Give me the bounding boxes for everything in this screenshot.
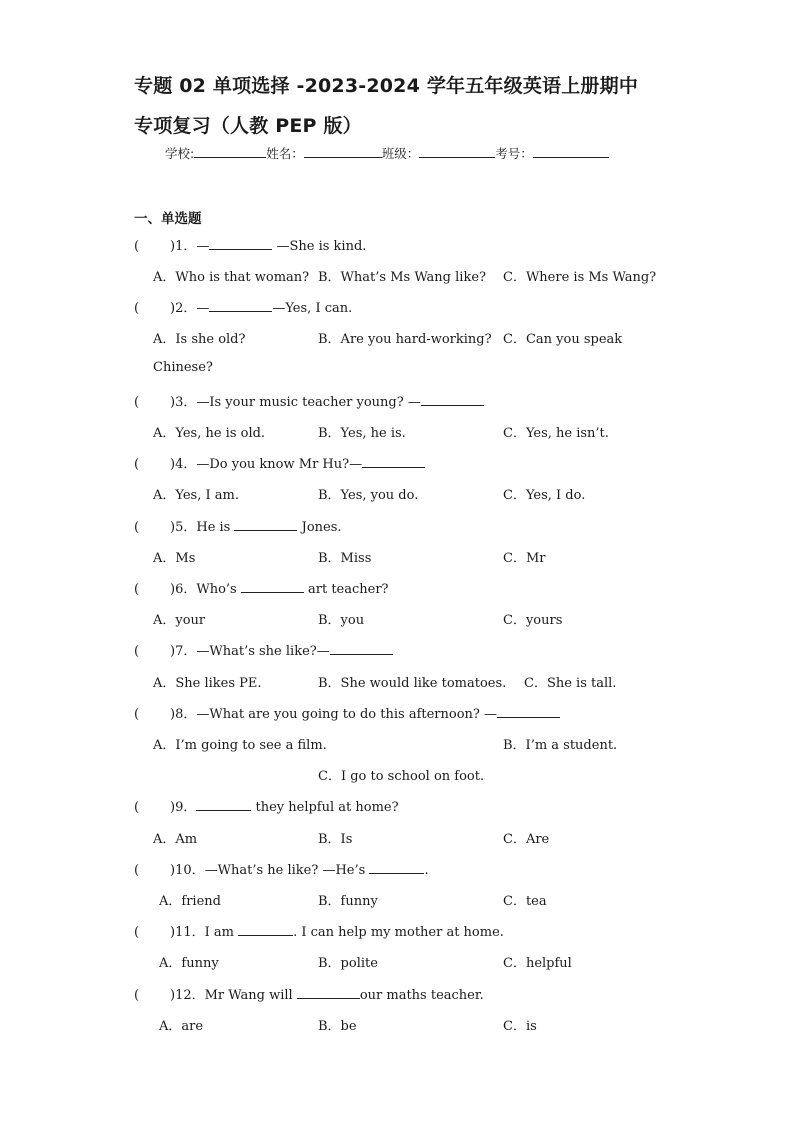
option-b[interactable]: B．you [318,613,365,628]
answer-paren-close: ) [170,239,176,254]
question-text-pre: —Is your music teacher young? — [196,395,421,410]
question-number: 10． [175,863,205,878]
answer-blank [297,986,360,999]
option-b[interactable]: B．Is [318,832,353,847]
option-b[interactable]: B．funny [318,894,378,909]
exam-no-label: 考号： [495,146,533,161]
answer-paren-open[interactable]: ( [134,582,140,597]
option-b[interactable]: B．Yes, you do. [318,488,419,503]
question-text-pre: I am [204,925,239,940]
option-a[interactable]: A．She likes PE. [153,676,262,691]
answer-paren-open[interactable]: ( [134,863,140,878]
exam-no-blank[interactable] [533,145,609,158]
answer-paren-open[interactable]: ( [134,395,140,410]
question-text-pre: —Do you know Mr Hu?— [196,457,363,472]
answer-paren-open[interactable]: ( [134,301,140,316]
option-c-continued: Chinese? [153,360,213,375]
question-6 [134,578,389,597]
option-a[interactable]: A．Is she old? [153,332,246,347]
option-c[interactable]: C．Yes, he isn’t. [503,426,609,441]
answer-paren-close: ) [170,925,176,940]
answer-paren-open[interactable]: ( [134,925,140,940]
question-text-pre: —What are you going to do this afternoon? — [196,707,498,722]
student-info-line [165,144,609,162]
option-c[interactable]: C．Mr [503,551,546,566]
question-5 [134,516,342,535]
answer-paren-close: ) [170,644,176,659]
title-line-2: 专项复习（人教 PEP 版） [134,115,362,137]
answer-paren-close: ) [170,457,176,472]
question-number: 8． [175,707,197,722]
option-c[interactable]: C．I go to school on foot. [318,769,485,784]
school-label: 学校: [165,146,195,161]
answer-blank [209,237,272,250]
answer-blank [196,798,251,811]
answer-paren-close: ) [170,520,176,535]
option-c[interactable]: C．Yes, I do. [503,488,586,503]
option-b[interactable]: B．be [318,1019,357,1034]
answer-blank [234,518,297,531]
school-blank[interactable] [194,145,266,158]
question-text-pre: Who’s [196,582,241,597]
option-c[interactable]: C．tea [503,894,547,909]
option-c[interactable]: C．helpful [503,956,572,971]
answer-paren-open[interactable]: ( [134,457,140,472]
worksheet-title [134,66,694,146]
option-b[interactable]: B．Yes, he is. [318,426,406,441]
answer-paren-open[interactable]: ( [134,239,140,254]
question-number: 1． [175,239,197,254]
option-a[interactable]: A．I’m going to see a film. [153,738,327,753]
question-text-pre: —What’s she like?— [196,644,330,659]
answer-paren-close: ) [170,988,176,1003]
class-blank[interactable] [419,145,495,158]
question-11 [134,921,504,940]
question-3 [134,391,484,410]
question-1 [134,235,366,254]
answer-blank [209,299,272,312]
answer-blank [421,393,484,406]
question-text-pre: Mr Wang will [204,988,297,1003]
option-c[interactable]: C．yours [503,613,563,628]
answer-paren-close: ) [170,395,176,410]
question-number: 11． [175,925,205,940]
answer-paren-close: ) [170,863,176,878]
answer-paren-close: ) [170,582,176,597]
question-number: 7． [175,644,197,659]
question-text-post: . I can help my mother at home. [293,925,504,940]
question-number: 4． [175,457,197,472]
question-number: 3． [175,395,197,410]
question-text-pre: — [196,239,210,254]
option-a[interactable]: A．friend [159,894,221,909]
question-text-post: our maths teacher. [359,988,484,1003]
question-text-post: they helpful at home? [251,800,399,815]
question-text-pre: —What’s he like? —He’s [204,863,370,878]
option-a[interactable]: A．your [153,613,206,628]
answer-blank [497,705,560,718]
question-text-pre: He is [196,520,235,535]
answer-paren-open[interactable]: ( [134,707,140,722]
answer-paren-open[interactable]: ( [134,644,140,659]
option-a[interactable]: A．Who is that woman? [153,270,310,285]
question-12 [134,984,484,1003]
question-text-post: —Yes, I can. [272,301,353,316]
section-heading: 一、单选题 [134,211,202,227]
option-b[interactable]: B．I’m a student. [503,738,618,753]
answer-paren-open[interactable]: ( [134,800,140,815]
option-c[interactable]: C．Can you speak [503,332,623,347]
option-a[interactable]: A．Yes, I am. [153,488,239,503]
option-b[interactable]: B．What’s Ms Wang like? [318,270,486,285]
option-b[interactable]: B．polite [318,956,378,971]
answer-blank [241,580,304,593]
option-b[interactable]: B．She would like tomatoes. [318,676,507,691]
option-a[interactable]: A．Yes, he is old. [153,426,266,441]
question-text-pre: — [196,301,210,316]
answer-paren-open[interactable]: ( [134,520,140,535]
answer-paren-close: ) [170,707,176,722]
question-text-post: . [424,863,429,878]
option-b[interactable]: B．Miss [318,551,372,566]
answer-paren-close: ) [170,301,176,316]
question-number: 6． [175,582,197,597]
answer-blank [362,455,425,468]
question-number: 2． [175,301,197,316]
answer-blank [369,861,424,874]
option-c[interactable]: C．Where is Ms Wang? [503,270,657,285]
question-number: 12． [175,988,205,1003]
option-c[interactable]: C．is [503,1019,537,1034]
question-text-post: —She is kind. [272,239,367,254]
option-a[interactable]: A．funny [159,956,219,971]
question-10 [134,859,429,878]
answer-blank [238,923,293,936]
question-8 [134,703,560,722]
option-c[interactable]: C．Are [503,832,550,847]
answer-blank [330,642,393,655]
question-4 [134,453,425,472]
name-blank[interactable] [304,145,382,158]
question-7 [134,640,393,659]
question-number: 5． [175,520,197,535]
answer-paren-open[interactable]: ( [134,988,140,1003]
question-9 [134,796,399,815]
class-label: 班级： [381,146,420,161]
question-2 [134,297,352,316]
option-a[interactable]: A．are [159,1019,204,1034]
question-text-post: art teacher? [303,582,389,597]
name-label: 姓名： [266,146,304,161]
question-text-post: Jones. [297,520,342,535]
option-b[interactable]: B．Are you hard-working? [318,332,492,347]
option-c[interactable]: C．She is tall. [524,676,617,691]
question-number: 9． [175,800,197,815]
option-a[interactable]: A．Am [153,832,198,847]
title-line-1: 专题 02 单项选择 -2023-2024 学年五年级英语上册期中 [134,75,639,97]
option-a[interactable]: A．Ms [153,551,196,566]
answer-paren-close: ) [170,800,176,815]
